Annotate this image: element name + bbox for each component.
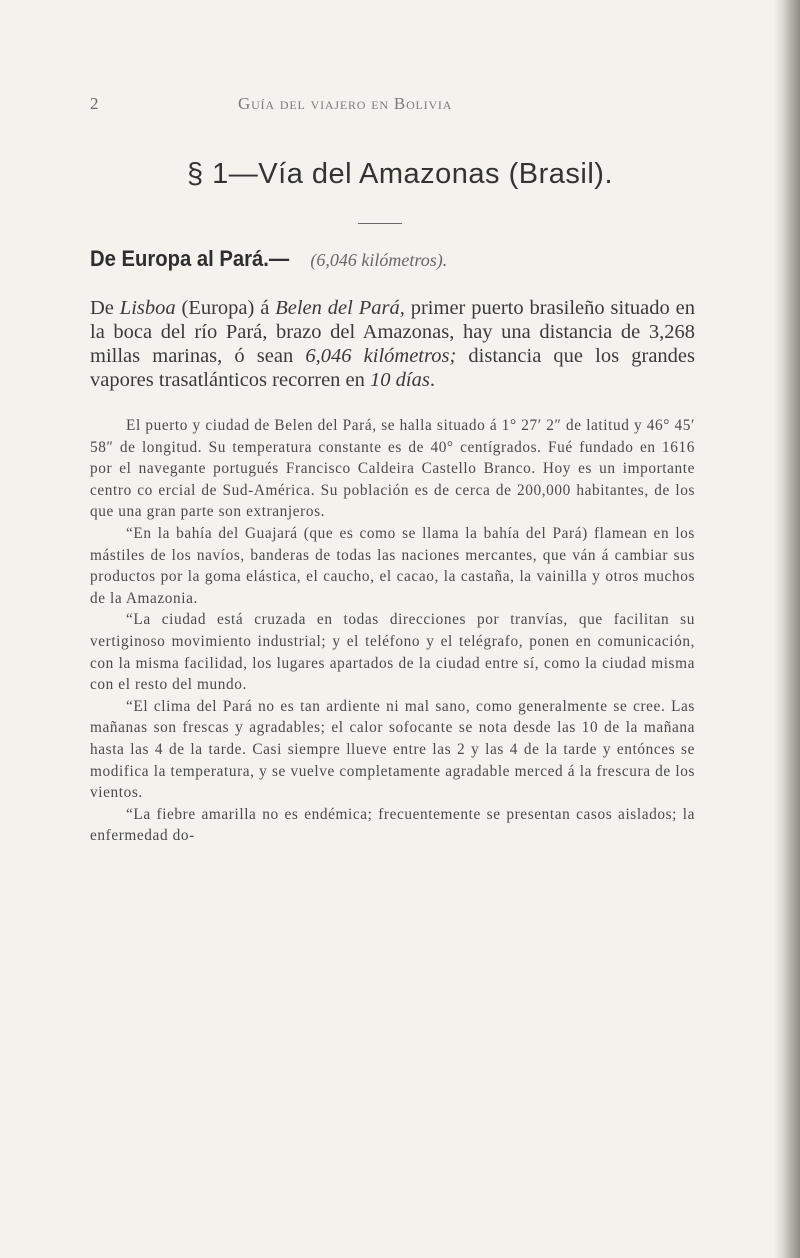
- route-distance: (6,046 kilómetros).: [310, 250, 448, 270]
- paragraph: El puerto y ciudad de Belen del Pará, se halla situado á 1° 27′ 2″ de latitud y 46° 45′ 58″ de longitud. Su temperatura constante es de 40° centígrados. Fué fundado en 1616 por el navegante portugués Francisco Caldeira Castello Branco. Hoy es un importante centro co ercial de Sud-América. Su población es de cerca de 200,000 habitantes, de los que una gran parte son extranjeros.: [90, 417, 695, 521]
- lead-text: (Europa) á: [175, 297, 276, 319]
- lead-paragraph: [90, 296, 695, 392]
- lead-text: .: [429, 369, 435, 391]
- body-text: [90, 415, 695, 847]
- page-header: [90, 94, 700, 124]
- lead-text: De: [90, 297, 120, 319]
- paragraph: “La ciudad está cruzada en todas direcciones por tranvías, que facilitan su vertiginoso movimiento industrial; y el teléfono y el telégrafo, ponen en comunicación, con la misma facilidad, los lugares apartados de la ciudad entre sí, como la ciudad misma con el resto del mundo.: [90, 611, 695, 694]
- paragraph: “La fiebre amarilla no es endémica; frecuentemente se presentan casos aislados; la enfermedad do-: [90, 805, 695, 845]
- destination-city: Belen del Pará,: [275, 297, 405, 319]
- running-title: Guía del viajero en Bolivia: [238, 94, 453, 113]
- paragraph: “En la bahía del Guajará (que es como se llama la bahía del Pará) flamean en los mástiles de los navíos, banderas de todas las naciones mercantes, que ván á cambiar sus productos por la goma elástica, el caucho, el cacao, la castaña, la vainilla y otros muchos de la Amazonia.: [90, 524, 695, 607]
- distance-km: 6,046 kilómetros;: [305, 345, 457, 367]
- lead-text: distancia que los grandes vapores trasatlánticos recorren en: [90, 345, 695, 391]
- origin-city: Lisboa: [119, 297, 176, 319]
- page-number: 2: [90, 94, 99, 113]
- route-title: De Europa al Pará.—: [90, 246, 290, 271]
- paragraph: “El clima del Pará no es tan ardiente ni mal sano, como generalmente se cree. Las mañanas son frescas y agradables; el calor sofocante se nota desde las 10 de la mañana hasta las 4 de la tarde. Casi siempre llueve entre las 2 y las 4 de la tarde y entónces se modifica la temperatura, y se vuelve completamente agradable merced á la frescura de los vientos.: [90, 697, 695, 802]
- travel-days: 10 días: [370, 369, 430, 391]
- section-title: § 1—Vía del Amazonas (Brasil).: [186, 158, 613, 190]
- route-heading: [90, 246, 710, 272]
- section-divider: [358, 223, 402, 224]
- lead-text: primer puerto brasileño situado en la boca del río Pará, brazo del Amazonas, hay una distancia de 3,268 millas marinas, ó sean: [90, 297, 695, 367]
